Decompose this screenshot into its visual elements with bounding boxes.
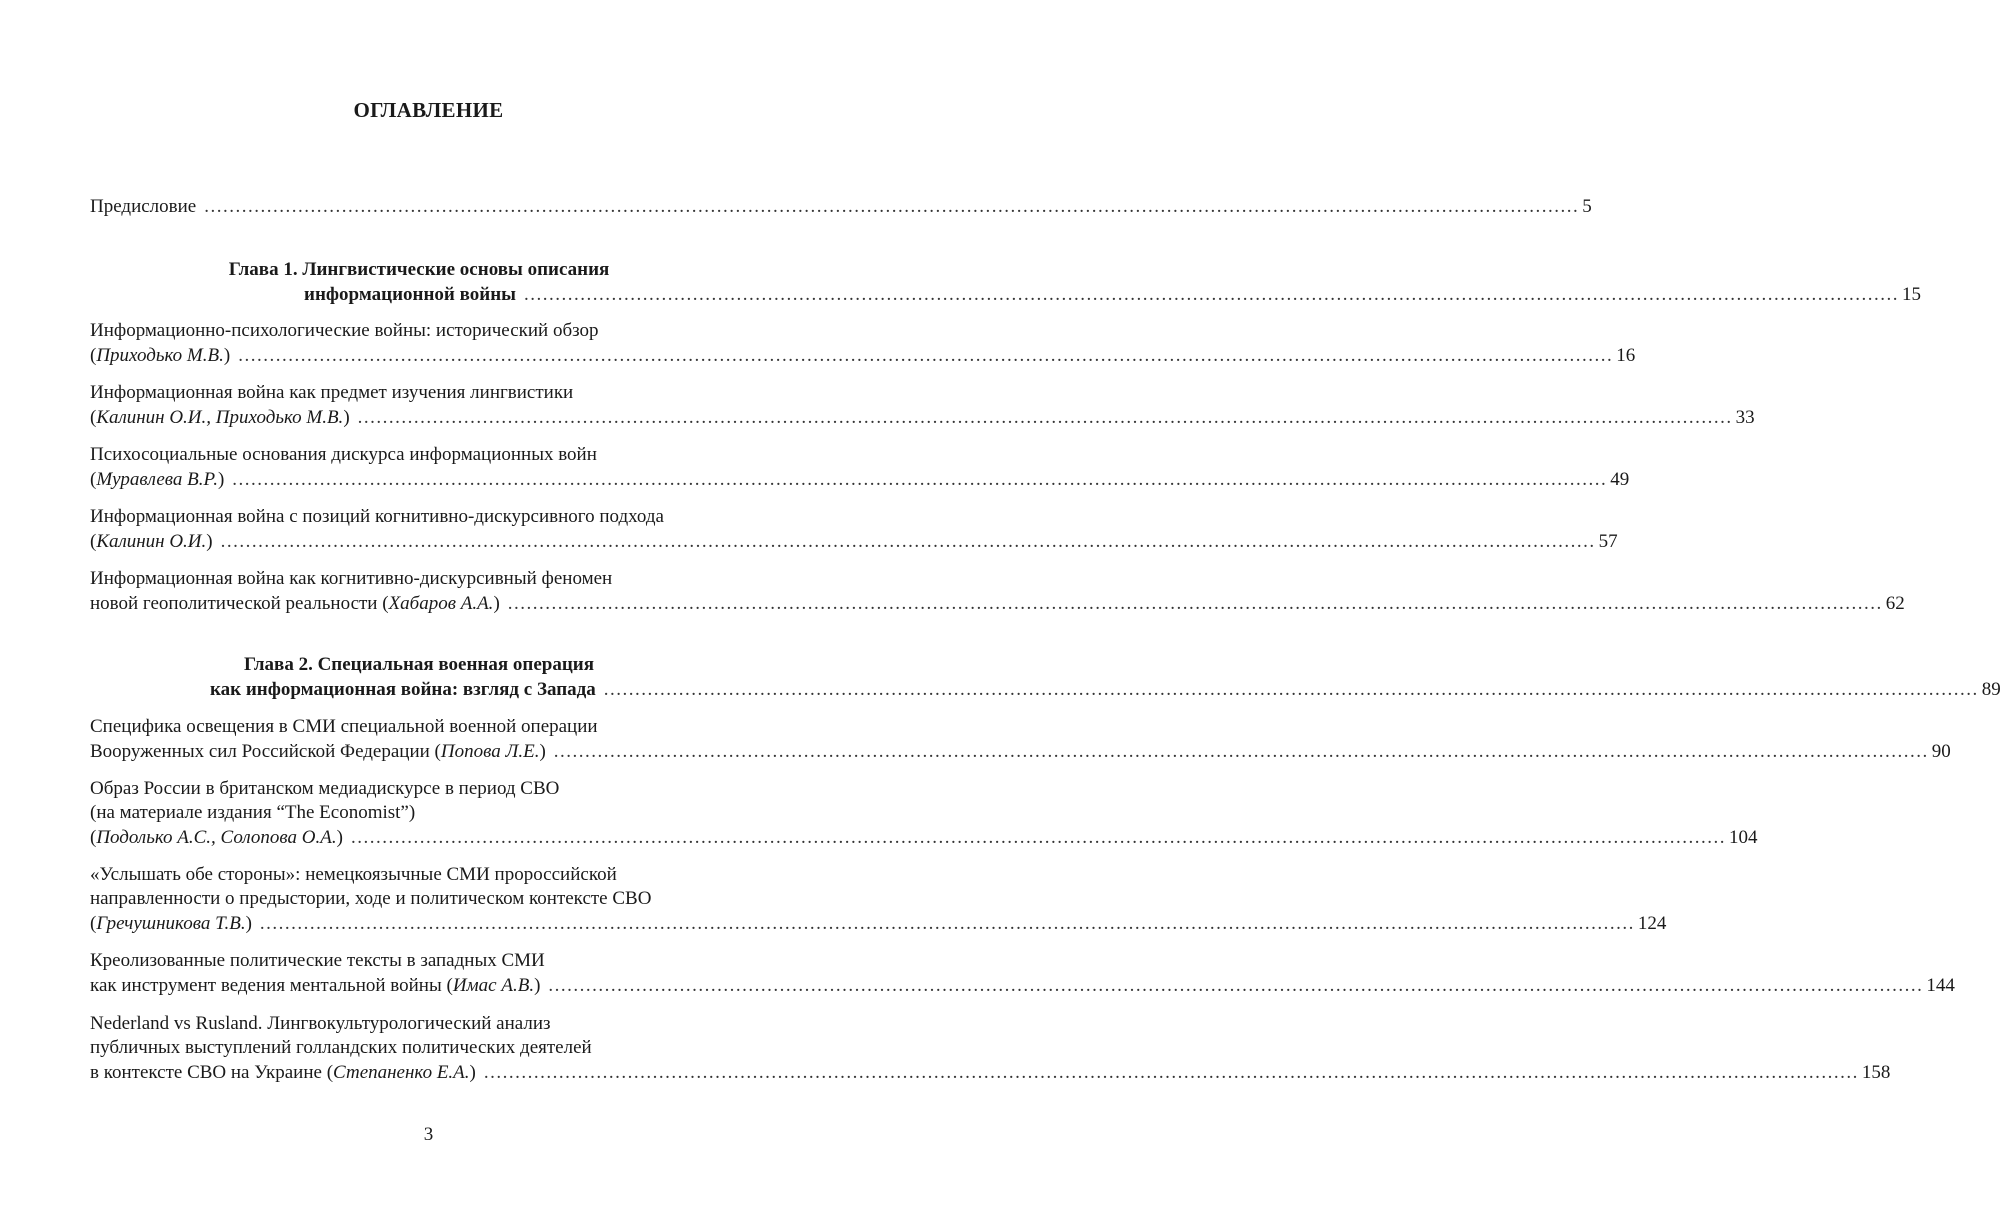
page-title: ОГЛАВЛЕНИЕ xyxy=(353,98,504,122)
dot-leader: ............................................................................................................................................................................................................................ xyxy=(603,679,1979,700)
entry-title: Предисловие xyxy=(90,196,197,217)
toc-entry[interactable] xyxy=(90,343,1636,369)
toc-entry-title: Информационно-психологические войны: исторический обзор xyxy=(90,320,599,341)
entry-author: Хабаров А.А. xyxy=(388,593,494,614)
toc-entry-title: Nederland vs Rusland. Лингвокультурологический анализ xyxy=(90,1013,551,1034)
toc-entry-title: Креолизованные политические тексты в западных СМИ xyxy=(90,950,545,971)
dot-leader: ............................................................................................................................................................................................................................ xyxy=(523,284,1899,305)
toc-entry[interactable] xyxy=(90,973,1955,999)
entry-page: 49 xyxy=(1610,469,1630,490)
entry-page: 33 xyxy=(1735,407,1755,428)
dot-leader: ............................................................................................................................................................................................................................ xyxy=(548,975,1924,996)
entry-close: ) xyxy=(223,345,231,366)
entry-page: 90 xyxy=(1931,741,1951,762)
toc-entry[interactable] xyxy=(90,405,1755,431)
toc-entry-subtitle: (на материале издания “The Economist”) xyxy=(90,802,416,823)
dot-leader: ............................................................................................................................................................................................................................ xyxy=(238,345,1614,366)
entry-close: ) xyxy=(493,593,500,614)
toc-entry[interactable] xyxy=(90,529,1618,555)
entry-open: как инструмент ведения ментальной войны ( xyxy=(90,975,453,996)
entry-open: в контексте СВО на Украине ( xyxy=(90,1062,334,1083)
entry-page: 124 xyxy=(1637,913,1667,934)
chapter-1-heading: Глава 1. Лингвистические основы описания xyxy=(228,259,610,280)
chapter-title: информационной войны xyxy=(304,284,516,305)
entry-close: ) xyxy=(469,1062,476,1083)
chapter-title: как информационная война: взгляд с Запада xyxy=(210,679,596,700)
entry-close: ) xyxy=(336,827,343,848)
entry-author: Имас А.В. xyxy=(452,975,535,996)
toc-entry[interactable] xyxy=(90,1060,1891,1086)
entry-page: 158 xyxy=(1861,1062,1891,1083)
chapter-2-heading: Глава 2. Специальная военная операция xyxy=(243,654,595,675)
entry-author: Подолько А.С., Солопова О.А. xyxy=(96,827,337,848)
toc-entry-title: «Услышать обе стороны»: немецкоязычные СМИ пророссийской xyxy=(90,864,617,885)
entry-close: ) xyxy=(343,407,350,428)
entry-open: ( xyxy=(90,531,97,552)
chapter-page: 15 xyxy=(1901,284,1921,305)
dot-leader: ............................................................................................................................................................................................................................ xyxy=(507,593,1883,614)
dot-leader: ............................................................................................................................................................................................................................ xyxy=(553,741,1929,762)
entry-author: Степаненко Е.А. xyxy=(333,1062,470,1083)
dot-leader: ............................................................................................................................................................................................................................ xyxy=(259,913,1635,934)
entry-close: ) xyxy=(217,469,225,490)
page-number: 3 xyxy=(423,1124,434,1145)
chapter-1-heading-line2[interactable] xyxy=(304,282,1921,308)
toc-entry-title: Информационная война как предмет изучения лингвистики xyxy=(90,382,574,403)
entry-author: Приходько М.В. xyxy=(96,345,224,366)
entry-open: новой геополитической реальности ( xyxy=(90,593,389,614)
toc-entry-preface[interactable] xyxy=(90,194,1592,220)
entry-close: ) xyxy=(534,975,541,996)
toc-entry[interactable] xyxy=(90,467,1630,493)
toc-entry-title: Образ России в британском медиадискурсе в период СВО xyxy=(90,778,560,799)
entry-open: ( xyxy=(90,827,97,848)
dot-leader: ............................................................................................................................................................................................................................ xyxy=(220,531,1596,552)
entry-author: Попова Л.Е. xyxy=(440,741,540,762)
dot-leader: ............................................................................................................................................................................................................................ xyxy=(232,469,1608,490)
dot-leader: ............................................................................................................................................................................................................................ xyxy=(357,407,1733,428)
entry-author: Муравлева В.Р. xyxy=(96,469,218,490)
toc-entry-title: Специфика освещения в СМИ специальной военной операции xyxy=(90,716,598,737)
entry-page: 5 xyxy=(1582,196,1592,217)
entry-open: ( xyxy=(90,469,97,490)
toc-entry-subtitle: направленности о предыстории, ходе и политическом контексте СВО xyxy=(90,888,652,909)
entry-close: ) xyxy=(206,531,213,552)
toc-entry[interactable] xyxy=(90,825,1758,851)
toc-entry-title: Информационная война с позиций когнитивно-дискурсивного подхода xyxy=(90,506,664,527)
toc-entry[interactable] xyxy=(90,739,1951,765)
entry-author: Гречушникова Т.В. xyxy=(96,913,246,934)
entry-open: ( xyxy=(90,407,97,428)
entry-author: Калинин О.И., Приходько М.В. xyxy=(96,407,344,428)
entry-page: 57 xyxy=(1598,531,1618,552)
entry-open: ( xyxy=(90,913,97,934)
entry-page: 62 xyxy=(1885,593,1905,614)
toc-entry-subtitle: публичных выступлений голландских политических деятелей xyxy=(90,1037,592,1058)
entry-close: ) xyxy=(245,913,252,934)
dot-leader: ............................................................................................................................................................................................................................ xyxy=(483,1062,1859,1083)
entry-page: 104 xyxy=(1728,827,1758,848)
chapter-2-heading-line2[interactable] xyxy=(210,677,2001,703)
entry-page: 16 xyxy=(1616,345,1636,366)
dot-leader: ............................................................................................................................................................................................................................ xyxy=(204,196,1580,217)
toc-entry[interactable] xyxy=(90,591,1905,617)
entry-open: Вооруженных сил Российской Федерации ( xyxy=(90,741,441,762)
toc-entry[interactable] xyxy=(90,911,1667,937)
entry-open: ( xyxy=(90,345,97,366)
entry-page: 144 xyxy=(1926,975,1955,996)
dot-leader: ............................................................................................................................................................................................................................ xyxy=(350,827,1726,848)
chapter-page: 89 xyxy=(1981,679,2001,700)
entry-close: ) xyxy=(539,741,546,762)
toc-entry-title: Психосоциальные основания дискурса информационных войн xyxy=(90,444,597,465)
toc-entry-title: Информационная война как когнитивно-дискурсивный феномен xyxy=(90,568,613,589)
entry-author: Калинин О.И. xyxy=(96,531,207,552)
